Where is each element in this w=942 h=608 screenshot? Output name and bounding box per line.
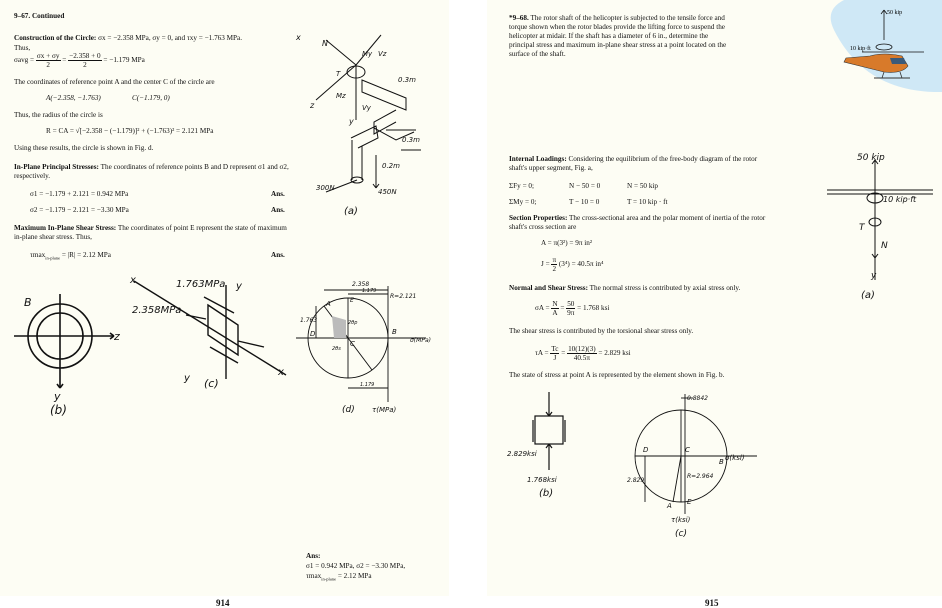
eq2-label: ΣMy = 0;	[509, 198, 537, 206]
point-label: B	[719, 458, 724, 466]
torque-label: 10 kip·ft	[850, 46, 871, 52]
section-heading: Internal Loadings:	[509, 155, 567, 163]
axis-label: τ(ksi)	[671, 516, 691, 524]
avg-denominator-2: 2	[83, 61, 87, 69]
axis-label: σ(MPa)	[410, 337, 431, 344]
point-label: D	[310, 330, 316, 338]
dimension-label: 0.2m	[382, 162, 400, 170]
axis-label: y	[184, 373, 190, 384]
section-heading: Normal and Shear Stress:	[509, 284, 588, 292]
normal-value: 2.358MPa	[132, 305, 182, 316]
left-page	[0, 0, 449, 596]
shear-value: 2.829ksi	[507, 450, 537, 458]
radius-label: R=2.121	[390, 293, 417, 300]
ns-text: The normal stress is contributed by axial stress only.	[589, 284, 741, 292]
normal-shear-section	[509, 284, 740, 293]
final-answer-heading: Ans:	[306, 552, 321, 560]
axis-label: τ(MPa)	[372, 406, 397, 414]
avg-lhs: σavg =	[14, 56, 35, 65]
figure-a-pipe	[296, 30, 446, 220]
answer-label: Ans.	[271, 251, 285, 259]
axis-label: x	[278, 367, 284, 378]
circle-construction	[14, 34, 242, 43]
shear-value: 1.763MPa	[176, 279, 226, 290]
axis-label: y	[349, 117, 354, 126]
using-text: Using these results, the circle is shown in Fig. d.	[14, 144, 154, 152]
sa-num2: 50	[567, 300, 575, 308]
sa-den1: A	[552, 309, 558, 317]
avg-numerator-2: −2.358 + 0	[69, 52, 101, 60]
tau-sub: in-plane	[45, 255, 61, 261]
sa-den2: 9π	[567, 309, 575, 317]
figure-caption: (b)	[50, 403, 67, 417]
page-number: 915	[705, 598, 719, 608]
point-label: A	[326, 300, 331, 308]
axis-label: x	[130, 275, 136, 286]
point-label: B	[24, 296, 32, 309]
J-lhs: J =	[541, 260, 550, 269]
force-label: 450N	[378, 188, 397, 196]
helicopter-figure	[824, 0, 942, 96]
point-c: C(−1.179, 0)	[132, 94, 170, 102]
J-eq	[541, 256, 604, 273]
axis-label: σ(ksi)	[725, 454, 745, 462]
answer-label: Ans.	[271, 206, 285, 214]
point-a: A(−2.358, −1.763)	[46, 94, 101, 102]
tau-lhs: τmax	[306, 572, 322, 580]
page-number: 914	[216, 598, 230, 608]
avg-denominator: 2	[46, 61, 50, 69]
section-heading: Maximum In-Plane Shear Stress:	[14, 224, 117, 232]
eq1-label: ΣFy = 0;	[509, 182, 535, 190]
dimension-label: 0.8842	[687, 395, 708, 402]
tau-a-eq	[535, 345, 631, 362]
sigma-a-eq	[535, 300, 609, 317]
section-properties	[509, 214, 773, 232]
dimension-label: 2.829	[627, 477, 645, 484]
tau-lhs: τmax	[30, 251, 46, 259]
figure-caption: (b)	[539, 488, 554, 499]
ta-num2: 10(12)(3)	[568, 345, 596, 353]
dimension-label: 2.358	[352, 281, 370, 288]
moment-label: Mz	[336, 92, 346, 100]
avg-equation	[14, 52, 145, 69]
maxshear-section	[14, 224, 290, 242]
figure-caption: (a)	[344, 206, 358, 217]
J-denominator: 2	[552, 265, 557, 273]
angle-label: 2θs	[332, 346, 341, 352]
dimension-label: 0.3m	[402, 136, 420, 144]
thus-text: Thus,	[14, 44, 31, 52]
problem-number: *9–68.	[509, 14, 529, 22]
figure-d-mohr-circle	[296, 276, 446, 416]
ta-den1: J	[553, 354, 557, 362]
inplane-text: The coordinates of reference points B and D represent σ1 and σ2, respectively.	[14, 163, 289, 180]
avg-numerator: σx + σy	[36, 52, 60, 60]
area-eq: A = π(3²) = 9π in²	[541, 239, 593, 247]
eq1-result: N = 50 kip	[627, 182, 659, 190]
dimension-label: 1.763	[300, 317, 318, 324]
il-text: Considering the equilibrium of the free-body diagram of the rotor shaft's upper segment, Fig. a,	[509, 155, 758, 172]
ta-lhs: τA =	[535, 349, 549, 358]
figure-caption: (d)	[342, 405, 355, 415]
final-answer-line2	[306, 572, 372, 583]
equals: =	[561, 349, 566, 358]
point-label: D	[643, 446, 649, 454]
sigma1-eq: σ1 = −1.179 + 2.121 = 0.942 MPa	[30, 190, 129, 198]
equals: =	[62, 56, 67, 65]
sp-text: The cross-sectional area and the polar moment of inertia of the rotor shaft's cross section are	[509, 214, 766, 231]
moment-label: My	[362, 50, 373, 58]
axis-label: z	[310, 101, 315, 110]
eq1-body: N − 50 = 0	[569, 182, 601, 190]
point-label: C	[350, 340, 355, 348]
point-label: C	[685, 446, 690, 454]
section-heading: Section Properties:	[509, 214, 568, 222]
force-label: T	[859, 223, 865, 233]
J-rhs: (3⁴) = 40.5π in⁴	[558, 260, 604, 269]
ta-den2: 40.5π	[573, 354, 590, 362]
point-label: E	[350, 297, 354, 304]
sigma2-eq: σ2 = −1.179 − 2.121 = −3.30 MPa	[30, 206, 129, 214]
force-label: 50 kip	[857, 153, 885, 163]
problem-statement	[509, 14, 731, 59]
axis-label: x	[296, 33, 301, 42]
figure-c-mohr-circle	[627, 390, 767, 540]
eq2-result: T = 10 kip · ft	[627, 198, 668, 206]
ta-num1: Tc	[551, 345, 559, 353]
tau-max-eq	[30, 251, 111, 262]
sa-result: = 1.768 ksi	[577, 304, 610, 313]
sa-num1: N	[552, 300, 558, 308]
internal-loadings	[509, 155, 773, 173]
dimension-label: 1.179	[360, 382, 375, 388]
figure-caption: (a)	[861, 290, 875, 301]
circle-values: σx = −2.358 MPa, σy = 0, and τxy = −1.763 MPa.	[98, 34, 243, 42]
force-label: 50 kip	[887, 10, 903, 16]
dimension-label: 0.3m	[398, 76, 416, 84]
figure-a-rotor-fbd	[823, 150, 939, 302]
figure-c-stress-element	[126, 275, 296, 395]
force-label: T	[336, 70, 341, 78]
shear-label: Vz	[378, 50, 387, 58]
equals: =	[560, 304, 565, 313]
sa-lhs: σA =	[535, 304, 550, 313]
problem-text: The rotor shaft of the helicopter is subjected to the tensile force and torque shown when the rotor blades provide the lifting force to suspend the helicopter at midair. If the shaft has a diameter of 6 in., determine the principal stress and maximum in-plane shear stress at a point located on the surface of the shaft.	[509, 14, 727, 58]
coords-intro: The coordinates of reference point A and the center C of the circle are	[14, 78, 215, 86]
axis-label: z	[114, 330, 120, 343]
point-label: E	[687, 498, 692, 506]
force-label: N	[881, 241, 888, 251]
angle-label: 2θp	[348, 320, 358, 326]
radius-intro: Thus, the radius of the circle is	[14, 111, 103, 119]
state-text: The state of stress at point A is represented by the element shown in Fig. b.	[509, 371, 725, 379]
avg-result: = −1.179 MPa	[103, 56, 145, 65]
eq2-body: T − 10 = 0	[569, 198, 600, 206]
maxshear-text: The coordinates of point E represent the state of maximum in-plane shear stress. Thus,	[14, 224, 287, 241]
radius-label: R=2.964	[687, 473, 714, 480]
right-page	[487, 0, 942, 596]
ta-result: = 2.829 ksi	[598, 349, 631, 358]
axis-label: y	[871, 271, 877, 281]
shear-label: Vy	[362, 104, 371, 112]
figure-b-stress-element	[507, 390, 587, 498]
radius-equation: R = CA = √[−2.358 − (−1.179)]² + (−1.763)² = 2.121 MPa	[46, 127, 214, 135]
final-answer-line1: σ1 = 0.942 MPa, σ2 = −3.30 MPa,	[306, 562, 406, 570]
inplane-section	[14, 163, 290, 181]
force-label: 300N	[316, 184, 335, 192]
tau-rhs: = 2.12 MPa	[337, 572, 372, 580]
point-label: B	[392, 328, 397, 336]
figure-caption: (c)	[675, 529, 687, 539]
section-heading: Construction of the Circle:	[14, 34, 97, 42]
figure-caption: (c)	[204, 377, 219, 390]
answer-label: Ans.	[271, 190, 285, 198]
normal-value: 1.768ksi	[527, 476, 557, 484]
axis-label: N	[322, 39, 328, 48]
tau-sub: in-plane	[321, 576, 337, 582]
problem-header: 9–67. Continued	[14, 12, 65, 20]
point-label: A	[667, 502, 672, 510]
section-heading: In-Plane Principal Stresses:	[14, 163, 99, 171]
dimension-label: 1.179	[362, 288, 377, 294]
tau-rhs: = |R| = 2.12 MPa	[61, 251, 111, 259]
figure-b-element	[10, 288, 122, 418]
axis-label: y	[54, 390, 61, 403]
torque-label: 10 kip·ft	[883, 195, 917, 204]
axis-label: y	[236, 281, 242, 292]
shear-text: The shear stress is contributed by the torsional shear stress only.	[509, 327, 694, 335]
J-numerator: π	[552, 256, 557, 264]
